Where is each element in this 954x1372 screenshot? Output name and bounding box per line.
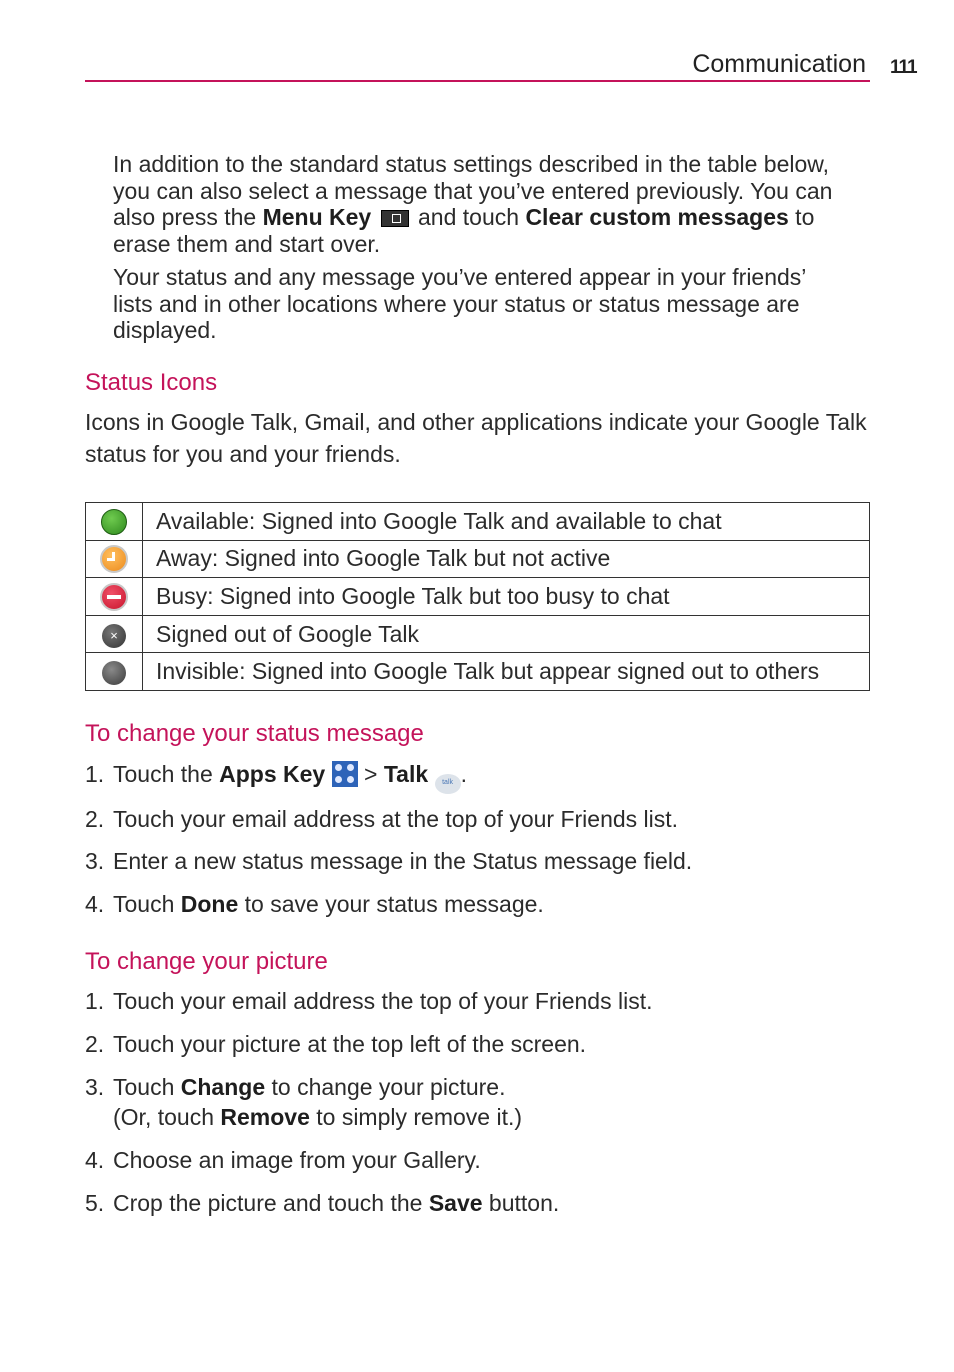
intro-paragraph-2: Your status and any message you’ve entered appear in your friends’ lists and in other locations where your status or status message are displayed. [113,264,806,343]
table-row [86,653,870,691]
status-description: Invisible: Signed into Google Talk but appear signed out to others [143,653,870,691]
list-item [85,1029,586,1059]
apps-key-icon [332,761,358,787]
list-item [85,759,467,794]
list-item [85,986,652,1016]
step-number: 3. [85,1074,105,1100]
menu-key-label: Menu Key [262,204,372,230]
picture-heading: To change your picture [85,948,328,975]
text: to simply remove it.) [309,1104,523,1130]
text: button. [482,1190,560,1216]
text: Touch the [113,761,220,787]
text: Enter a new status message in the Status message field. [113,848,693,874]
text: to change your picture. [265,1074,506,1100]
away-icon [100,545,128,573]
text: . [460,761,467,787]
talk-app-icon: talk [435,774,461,794]
status-description: Away: Signed into Google Talk but not active [143,540,870,578]
list-item [85,1188,559,1218]
text: In addition to the standard status settings described in the table below, you can also select a message that you’ve entered previously. You can also press the [113,151,833,230]
step-number: 2. [85,806,105,832]
text: to save your status message. [238,891,544,917]
busy-icon [100,583,128,611]
step-number: 4. [85,891,105,917]
save-label: Save [428,1190,483,1216]
clear-custom-messages-label: Clear custom messages [525,204,789,230]
text: Crop the picture and touch the [113,1190,429,1216]
section-title: Communication [692,50,866,78]
page-number: 111 [890,57,917,78]
status-icons-table [85,502,870,691]
status-description: Busy: Signed into Google Talk but too busy to chat [143,578,870,616]
text: Touch your picture at the top left of the screen. [113,1031,587,1057]
table-row [86,540,870,578]
status-message-heading: To change your status message [85,720,424,747]
status-icons-description: Icons in Google Talk, Gmail, and other applications indicate your Google Talk status for you and your friends. [85,409,867,467]
talk-label: Talk [383,761,429,787]
invisible-icon [102,661,126,685]
table-row [86,503,870,541]
signed-out-icon: × [102,624,126,648]
list-item [85,1145,481,1175]
list-item [85,846,692,876]
text: (Or, touch [113,1104,221,1130]
text: Choose an image from your Gallery. [113,1147,481,1173]
text: Touch your email address the top of your Friends list. [113,988,653,1014]
change-label: Change [180,1074,266,1100]
text: to erase them and start over. [113,204,815,257]
header-rule [85,80,870,82]
apps-key-label: Apps Key [219,761,326,787]
text: and touch [411,204,526,230]
text: Touch your email address at the top of your Friends list. [113,806,679,832]
step-continuation [85,1102,522,1132]
step-number: 1. [85,988,105,1014]
status-description: Available: Signed into Google Talk and available to chat [143,503,870,541]
table-row [86,615,870,653]
step-number: 5. [85,1190,105,1216]
step-number: 2. [85,1031,105,1057]
status-description: Signed out of Google Talk [143,615,870,653]
available-icon [101,509,127,535]
list-item [85,804,678,834]
list-item [85,1072,522,1132]
list-item [85,889,544,919]
status-icons-heading: Status Icons [85,369,218,396]
intro-paragraph-1 [113,151,858,257]
text: Touch [113,1074,181,1100]
text: > [357,761,384,787]
text: Touch [113,891,181,917]
menu-key-icon [381,210,409,227]
step-number: 1. [85,761,105,787]
step-number: 4. [85,1147,105,1173]
table-row [86,578,870,616]
remove-label: Remove [220,1104,310,1130]
done-label: Done [180,891,239,917]
step-number: 3. [85,848,105,874]
